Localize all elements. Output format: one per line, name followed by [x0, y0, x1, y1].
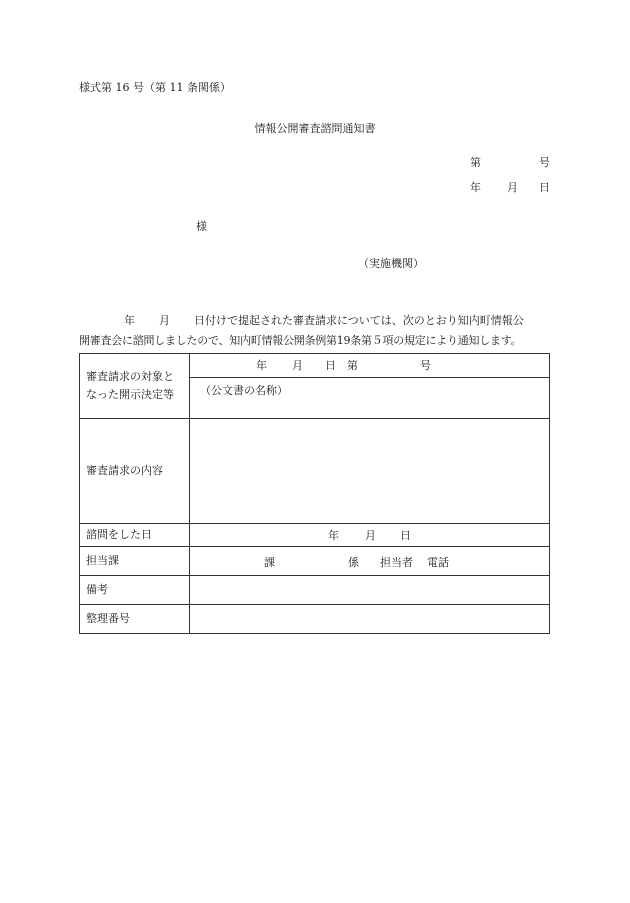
consult-day: 日 — [400, 529, 411, 542]
issue-month: 月 — [507, 181, 518, 194]
notice-body-line2: 開審査会に諮問しましたので、知内町情報公開条例第19条第５項の規定により通知します。 — [79, 334, 522, 347]
target-document-name[interactable] — [190, 378, 549, 418]
form-number: 様式第 16 号（第 11 条関係） — [79, 81, 231, 94]
issue-day: 日 — [539, 181, 550, 194]
row-label-department: 担当課 — [80, 547, 190, 576]
document-name-label: （公文書の名称） — [200, 384, 288, 397]
target-dai: 第 — [347, 359, 358, 372]
agency-label: （実施機関） — [358, 257, 424, 270]
row-label-target-line1: 審査請求の対象と — [86, 370, 174, 383]
row-value-consult-date[interactable] — [190, 524, 550, 547]
table-row-department — [80, 547, 550, 576]
department-tel: 電話 — [427, 556, 449, 569]
target-date-number — [190, 354, 549, 378]
department-tanto: 担当者 — [380, 556, 413, 569]
table-row-consult-date — [80, 524, 550, 547]
notice-body-line1 — [79, 311, 551, 331]
issue-year: 年 — [470, 181, 481, 194]
target-day: 日 — [325, 359, 336, 372]
department-kakari: 係 — [348, 556, 359, 569]
table-row-target — [80, 354, 550, 419]
table-row-reference-number — [80, 605, 550, 634]
notice-table — [79, 353, 550, 634]
row-label-reference-number: 整理番号 — [80, 605, 190, 634]
row-value-reference-number[interactable] — [190, 605, 550, 634]
row-label-target — [80, 354, 190, 419]
notice-body — [79, 311, 551, 351]
body-month: 月 — [159, 314, 170, 327]
body-year: 年 — [124, 314, 135, 327]
target-year: 年 — [256, 359, 267, 372]
row-label-content: 審査請求の内容 — [80, 419, 190, 524]
department-ka: 課 — [264, 556, 275, 569]
document-title: 情報公開審査諮問通知書 — [254, 122, 376, 135]
body-line1-rest: 日付けで提起された審査請求については、次のとおり知内町情報公 — [194, 314, 524, 327]
consult-month: 月 — [365, 529, 376, 542]
table-row-content — [80, 419, 550, 524]
target-go: 号 — [420, 359, 431, 372]
table-row-remarks — [80, 576, 550, 605]
row-label-consult-date: 諮問をした日 — [80, 524, 190, 547]
number-dai: 第 — [470, 156, 481, 169]
row-value-target — [190, 354, 550, 419]
row-label-remarks: 備考 — [80, 576, 190, 605]
row-label-target-line2: なった開示決定等 — [86, 388, 174, 401]
document-number-line — [470, 156, 550, 170]
consult-year: 年 — [328, 529, 339, 542]
number-go: 号 — [539, 156, 550, 169]
row-value-department[interactable] — [190, 547, 550, 576]
addressee-suffix: 様 — [196, 220, 207, 233]
row-value-remarks[interactable] — [190, 576, 550, 605]
target-month: 月 — [292, 359, 303, 372]
row-value-content[interactable] — [190, 419, 550, 524]
